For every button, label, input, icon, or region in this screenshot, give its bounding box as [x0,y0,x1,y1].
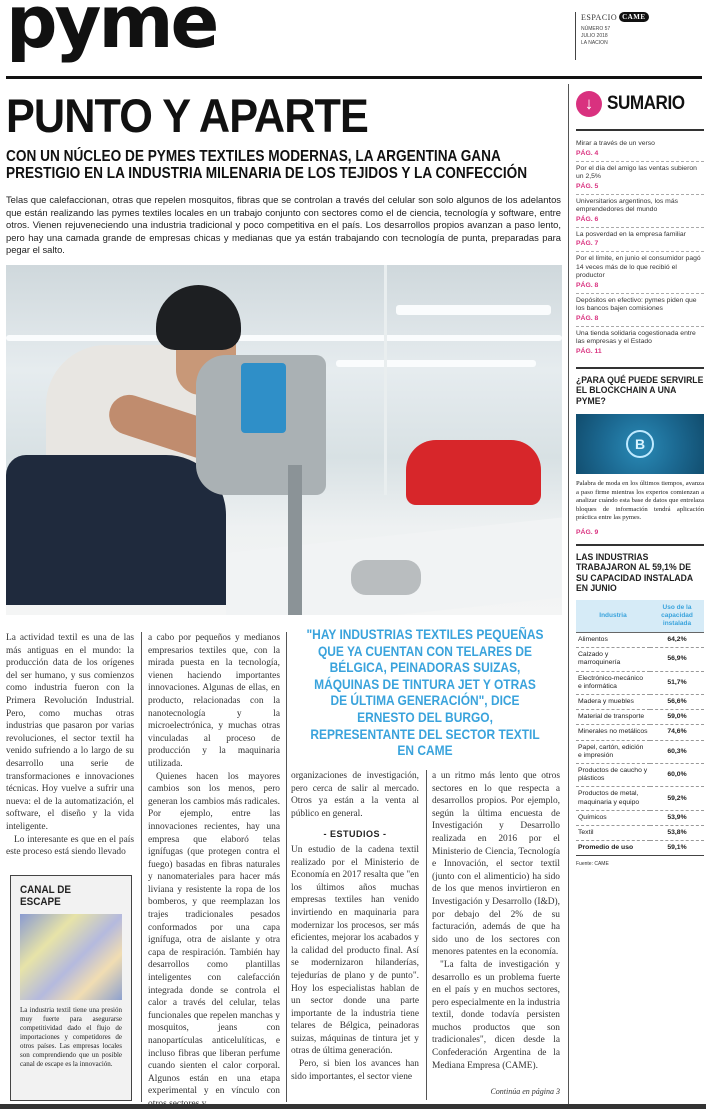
sumario-item[interactable]: Universitarios argentinos, los más emprendedores del mundo PÁG. 6 [576,195,704,228]
ceiling-light [336,360,536,367]
ceiling-light [6,335,562,341]
sumario-divider [576,129,704,131]
capacity-table [576,600,704,856]
blockchain-image [576,414,704,474]
page-ref[interactable]: PÁG. 4 [576,149,599,157]
page-ref[interactable]: PÁG. 8 [576,281,599,289]
table-row: Madera y muebles 56,6% [576,694,704,709]
sumario-item[interactable]: Por el día del amigo las ventas subieron un 2,5% PÁG. 5 [576,162,704,195]
sumario-item[interactable]: Depósitos en efectivo: pymes piden que los bancos bajen comisiones PÁG. 8 [576,294,704,327]
article-column-4: a un ritmo más lento que otros sectores en lo que respecta a desarrollos propios. Por ejemplo, según la última encuesta de Investigación y Desarrollo realizada en 2016 por el Ministerio de Ciencia, Tecnología e Innovación, el sector textil (junto con el alimenticio) ha sido de los que menos invirtieron en Investigación y Desarrollo (I&D), por debajo del 2% de su facturación, además de que ha sido uno de los sectores con menores patentes en la economía. "La falta de investigación y desarrollo es un problema fuerte en el país y en muchos sectores, pero especialmente en la industria textil, donde todavía persisten muchos productos que son tradicionales", dicen desde la Confederación Argentina de la Mediana Empresa (CAME). [432,771,560,1071]
page-ref[interactable]: PÁG. 7 [576,240,599,247]
table-row: Papel, cartón, edición e impresión 60,3% [576,740,704,763]
sumario-item[interactable]: Mirar a través de un verso PÁG. 4 [576,137,704,162]
worker-glove [351,560,421,595]
article-column-1: La actividad textil es una de las más antiguas en el mundo: la producción data de los orígenes del ser humano, y sus comienzos como industria fueron con la Primera Revolución Industrial. Pero, como muchas otras industrias que pasaron por varias revoluciones, el sector textil ha venido sufriendo a lo largo de su desarrollo una serie de transformaciones e innovaciones técnicas. Hoy vuelve a sufrir una nueva: el de la automatización, el software, el diseño y la vida inteligente. Lo interesante es que en el país este proceso está siendo llevado [6,633,134,858]
table-row: Productos de caucho y plásticos 60,0% [576,764,704,787]
masthead [0,0,706,78]
table-row: Material de transporte 59,0% [576,710,704,725]
blockchain-teaser [576,375,706,536]
textile-fabric-image [20,914,122,1000]
table-row: Textil 53,8% [576,826,704,841]
arrow-down-circle-icon: ↓ [576,91,602,117]
sumario-title: SUMARIO [607,93,685,114]
capacity-table-section [576,552,706,867]
blockchain-text: Palabra de moda en los últimos tiempos, avanza a paso firme mientras los expertos comienzan a analizar cuándo esta base de datos que entrelaza bloques de información tendrá aplicación práctica entre las pymes. [576,480,704,522]
issue-info [575,12,649,60]
issue-meta [581,26,649,47]
publisher: LA NACION [581,40,608,46]
sumario-header [576,84,706,124]
cutting-machine-motor [241,363,286,433]
column-header-uso: Uso de la capacidad instalada [650,600,704,633]
sumario-item[interactable]: Por el límite, en junio el consumidor pagó 14 veces más de lo que recibió el productor PÁG. 8 [576,252,704,294]
article-column-2: a cabo por pequeños y medianos empresarios textiles que, con la mirada puesta en la tecnología, vienen haciendo importantes innovaciones. Algunas de ellas, en producto, relacionadas con la nanotecnología y la microelectrónica, y muchas otras vinculadas al proceso de producción y la maquinaria utilizada. Quienes hacen los mayores cambios son los menos, pero generan los cambios más radicales. Por ejemplo, entre las innovaciones recientes, hay una empresa que elaboró telas ignífugas (que protegen contra el fuego) basadas en fibras naturales y nanomateriales para hacer más liviana y resistente la ropa de los bomberos, y que reemplazan los trajes tradicionales pesados conformados por una capa ignífuga, otra de aislante y otra capa de respiración. También hay desarrollos como plantillas inteligentes con calefacción integrada donde se controla el calor a través del celular, telas funcionales que repelen manchas y mosquitos, jeans con nanopartículas anticelulíticas, e incluso fibras que liberan perfume cuando sienten el calor corporal. Algunos están en una etapa experimental y en vínculo con [148,633,280,1097]
column-divider [286,632,287,1102]
column-header-industria: Industria [576,600,650,633]
article-subtitle: CON UN NÚCLEO DE PYMES TEXTILES MODERNAS, LA ARGENTINA GANA PRESTIGIO EN LA INDUSTRIA MILENARIA DE LOS TEJIDOS Y LA CONFECCIÓN [6,148,528,182]
article-title: PUNTO Y APARTE [6,89,368,142]
boxout-text: La industria textil tiene una presión muy fuerte para asegurarse competitividad dado el flujo de importaciones y competidores de otros países. Las empresas locales son comprendiendo que un posible canal de escape es la innovación. [20,1006,122,1068]
bitcoin-icon: B [626,430,654,458]
capacity-table-title: LAS INDUSTRIAS TRABAJARON AL 59,1% DE SU CAPACIDAD INSTALADA EN JUNIO [576,550,693,594]
ceiling-light [396,305,551,315]
page-ref[interactable]: PÁG. 9 [576,528,599,536]
section-divider [576,367,704,369]
table-row: Minerales no metálicos 74,6% [576,725,704,740]
table-row: Electrónico-mecánico e informática 51,7% [576,671,704,694]
publication-logo: pyme [6,0,217,64]
table-header-row [576,600,704,633]
came-logo: CAME [619,12,648,22]
article-photo [6,265,562,615]
page-ref[interactable]: PÁG. 5 [576,182,599,190]
espacio-label: ESPACIO CAME [581,12,649,22]
worker-apron [6,455,226,605]
boxout-title: CANAL DE ESCAPE [20,884,71,908]
table-row: Productos de metal, maquinaria y equipo 59,2% [576,787,704,810]
page-ref[interactable]: PÁG. 8 [576,314,599,322]
column-divider [141,632,142,1102]
sumario-sidebar [568,84,706,1104]
canal-de-escape-box [10,875,132,1101]
sumario-item[interactable]: Una tienda solidaria cogestionada entre las empresas y el Estado PÁG. 11 [576,327,704,359]
section-divider [576,544,704,546]
sumario-item[interactable]: La posverdad en la empresa familiar PÁG. 7 [576,228,704,253]
table-source: Fuente: CAME [576,861,609,868]
article-column-3: organizaciones de investigación, pero cerca de salir al mercado. Otros ya están a la venta al público en general. - ESTUDIOS - Un estudio de la cadena textil realizado por el Ministerio de Economía en 2017 resalta que "en los últimos años muchas empresas textiles han venido invirtiendo en maquinaria para modernizar los procesos, ser más eficientes, mejorar los acabados y la calidad del producto final. Así se modernizaron hilanderías, tejedurías de plano y de punto". Hoy los especialistas hablan de un sector donde una parte importante de la industria tiene telares de Bélgica, peinadoras suizas, máquinas de tintura jet y otras de última generación. Pero, si bien los avances han sido importantes, el sector viene [291,771,419,1082]
worker-hair [156,285,241,350]
cutting-blade [288,465,302,615]
background-worker [406,440,541,505]
page-ref[interactable]: PÁG. 6 [576,215,599,223]
table-average-row: Promedio de uso 59,1% [576,841,704,856]
pull-quote: "HAY INDUSTRIAS TEXTILES PEQUEÑAS QUE YA CUENTAN CON TELARES DE BÉLGICA, PEINADORAS SUIZAS, MÁQUINAS DE TINTURA JET Y OTRAS DE ÚLTIMA GENERACIÓN", DICE ERNESTO DEL BURGO, REPRESENTANTE DEL SECTOR TEXTIL EN CAME [306,627,544,759]
page-bottom-border [0,1104,706,1109]
table-row: Alimentos 64,2% [576,632,704,647]
table-row: Químicos 53,9% [576,810,704,825]
column-divider [426,770,427,1100]
issue-number: NÚMERO 57 [581,26,611,32]
blockchain-title: ¿PARA QUÉ PUEDE SERVIRLE EL BLOCKCHAIN A UNA PYME? [576,373,704,406]
machine-pole [384,265,387,495]
section-subhead: - ESTUDIOS - [323,829,387,840]
article-lead: Telas que calefaccionan, otras que repelen mosquitos, fibras que se controlan a través del celular son solo algunos de los adelantos que están realizando las pymes textiles locales en un trabajo conjunto con sectores como el de ciencia, tecnología y software, entre otros. Vienen rejuveneciendo una industria tradicional y poco competitiva en el país. Los desarrollos propios avanzan a paso lento, pero hay una camada grande de empresas chicas y medianas que ya están trabajando con tecnología de punta, preparadas para pegar el salto. [6,194,561,256]
sumario-list [576,137,706,359]
header-divider [6,76,702,79]
table-row: Calzado y marroquinería 56,9% [576,648,704,671]
continued-on-page[interactable]: Continúa en página 3 [490,1087,560,1096]
page-ref[interactable]: PÁG. 11 [576,347,602,355]
issue-date: JULIO 2018 [581,33,608,39]
